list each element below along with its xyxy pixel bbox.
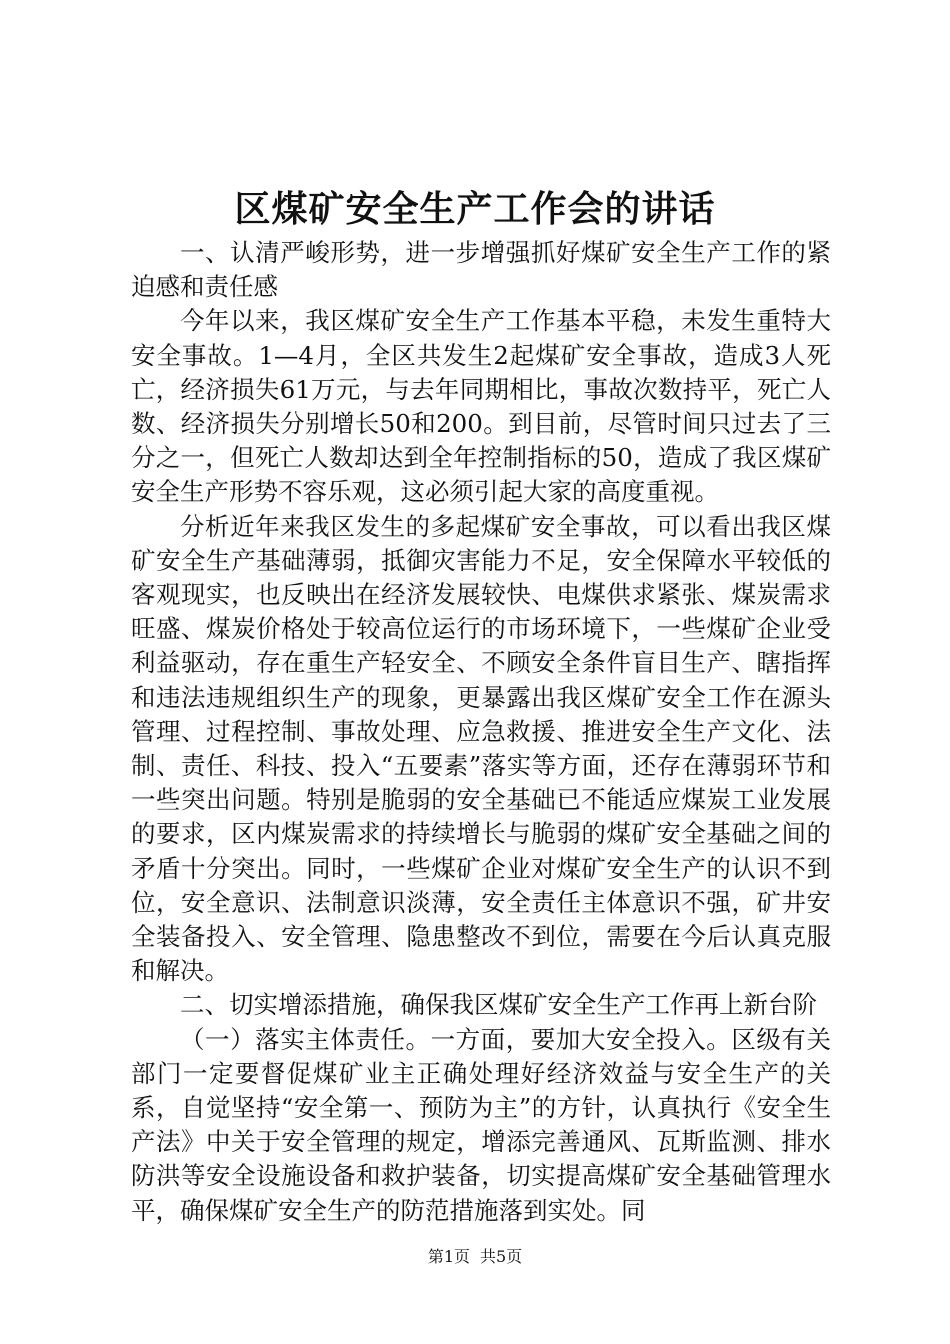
document-body: [131, 236, 831, 1228]
paragraph-heading-1: 一、认清严峻形势，进一步增强抓好煤矿安全生产工作的紧迫感和责任感: [131, 238, 831, 302]
paragraph: 分析近年来我区发生的多起煤矿安全事故，可以看出我区煤矿安全生产基础薄弱，抵御灾害能力不足，安全保障水平较低的客观现实，也反映出在经济发展较快、电煤供求紧张、煤炭需求旺盛、煤炭价格处于较高位运行的市场环境下，一些煤矿企业受利益驱动，存在重生产轻安全、不顾安全条件盲目生产、瞎指挥和违法违规组织生产的现象，更暴露出我区煤矿安全工作在源头管理、过程控制、事故处理、应急救援、推进安全生产文化、法制、责任、科技、投入“五要素”落实等方面，还存在薄弱环节和一些突出问题。特别是脆弱的安全基础已不能适应煤炭工业发展的要求，区内煤炭需求的持续增长与脆弱的煤矿安全基础之间的矛盾十分突出。同时，一些煤矿企业对煤矿安全生产的认识不到位，安全意识、法制意识淡薄，安全责任主体意识不强，矿井安全装备投入、安全管理、隐患整改不到位，需要在今后认真克服和解决。: [131, 511, 831, 986]
page-number: 第1页: [427, 1247, 470, 1266]
page-total: 共5页: [480, 1247, 523, 1266]
document-title: 区煤矿安全生产工作会的讲话: [234, 188, 716, 230]
paragraph: （一）落实主体责任。一方面，要加大安全投入。区级有关部门一定要督促煤矿业主正确处理好经济效益与安全生产的关系，自觉坚持“安全第一、预防为主”的方针，认真执行《安全生产法》中关于安全管理的规定，增添完善通风、瓦斯监测、排水防洪等安全设施设备和救护装备，切实提高煤矿安全基础管理水平，确保煤矿安全生产的防范措施落到实处。同: [131, 1024, 831, 1225]
page-footer: [0, 1246, 950, 1268]
paragraph-heading-2: 二、切实增添措施，确保我区煤矿安全生产工作再上新台阶: [180, 990, 817, 1020]
paragraph: 今年以来，我区煤矿安全生产工作基本平稳，未发生重特大安全事故。1—4月，全区共发生2起煤矿安全事故，造成3人死亡，经济损失61万元，与去年同期相比，事故次数持平，死亡人数、经济损失分别增长50和200。到目前，尽管时间只过去了三分之一，但死亡人数却达到全年控制指标的50，造成了我区煤矿安全生产形势不容乐观，这必须引起大家的高度重视。: [131, 306, 831, 507]
